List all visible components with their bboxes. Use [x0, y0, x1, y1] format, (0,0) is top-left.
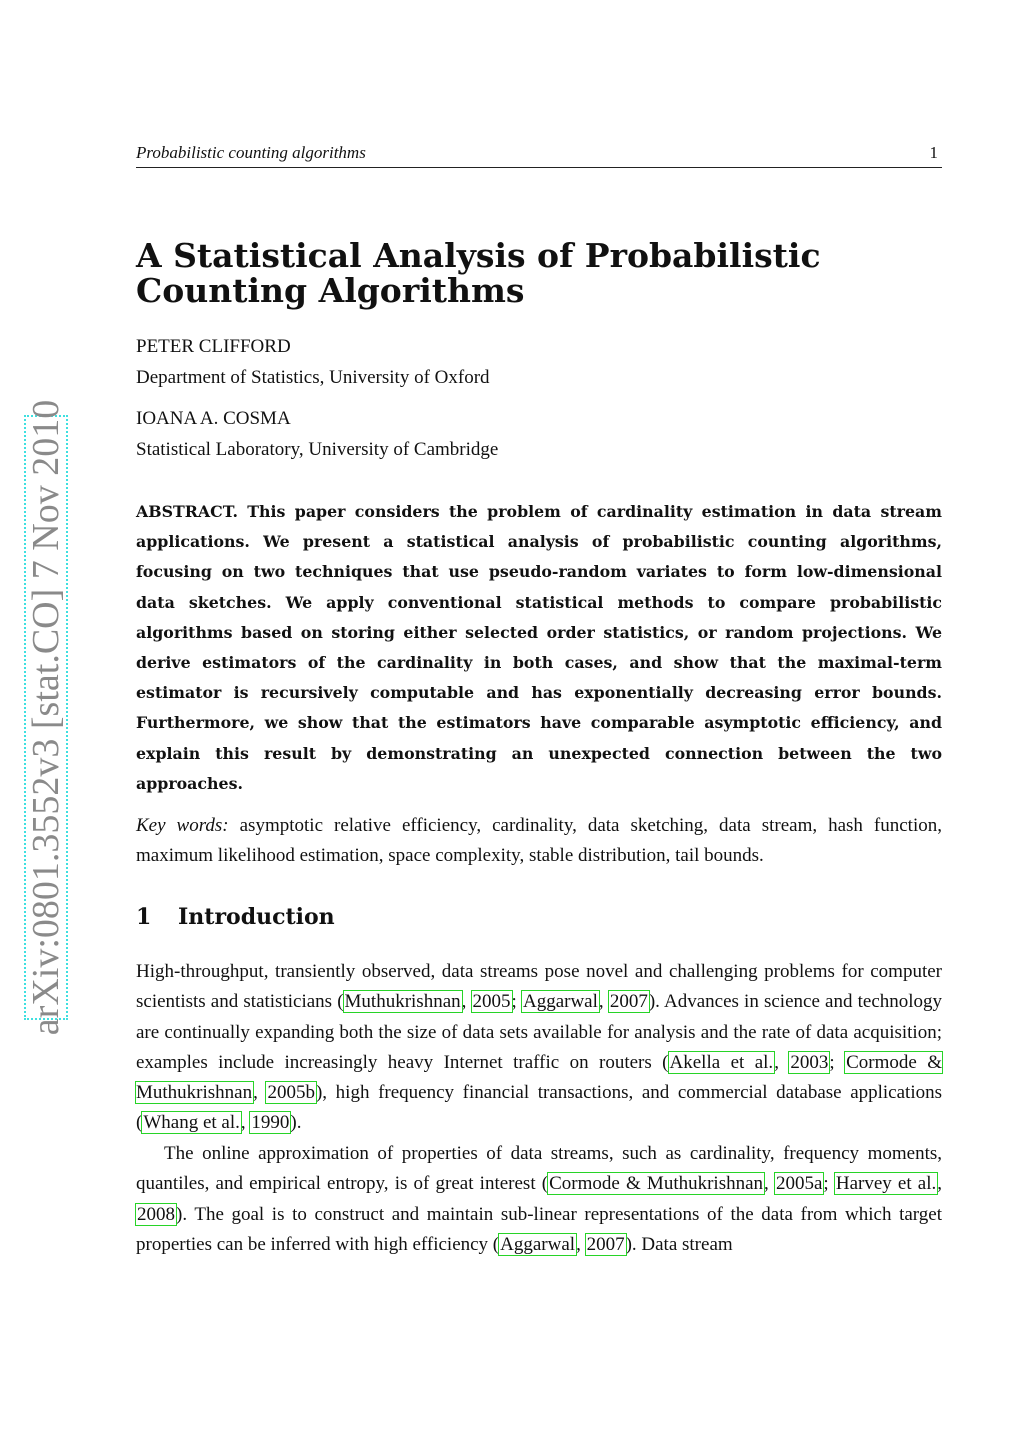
paragraph-text: ). Advances in science and technology are continually expanding both the size of data sets available for analysis and the rate of data acquisition; examples include increasingly heavy Internet traffic on routers (: [136, 991, 943, 1073]
citation-link[interactable]: 2005b: [267, 1082, 315, 1104]
citation-link[interactable]: 2005a: [775, 1173, 823, 1195]
citation-link[interactable]: Harvey et al.: [835, 1173, 937, 1195]
title-line-2: Counting Algorithms: [136, 271, 525, 310]
citation-link[interactable]: 2005: [472, 991, 511, 1013]
citation-link[interactable]: Akella et al.: [669, 1051, 774, 1073]
paper-title: [136, 238, 896, 308]
paragraph-text: High-throughput, transiently observed, data streams pose novel and challenging problems for computer scientists and statisticians (: [136, 961, 942, 1013]
citation-separator: ,: [937, 1173, 943, 1195]
keywords: [136, 811, 942, 871]
citation-link[interactable]: 2007: [609, 991, 648, 1013]
citation-separator: ;: [823, 1173, 835, 1195]
arxiv-identifier-stamp: arXiv:0801.3552v3 [stat.CO] 7 Nov 2010: [25, 399, 67, 1036]
section-heading: [136, 904, 335, 930]
citation-link[interactable]: Cormode & Muthukrishnan: [549, 1173, 764, 1195]
running-title: Probabilistic counting algorithms: [136, 143, 366, 162]
paragraph-text: The online approximation of properties of data streams, such as cardinality, frequency moments, quantiles, and empirical entropy, is of great interest (: [136, 1143, 942, 1195]
citation-separator: ,: [461, 991, 472, 1013]
citation-separator: ;: [511, 991, 522, 1013]
citation-link[interactable]: 2007: [586, 1233, 625, 1255]
citation-link[interactable]: 1990: [251, 1112, 290, 1134]
citation-link[interactable]: Aggarwal: [500, 1233, 576, 1255]
citation-separator: ,: [576, 1233, 586, 1255]
abstract: [136, 497, 942, 799]
author-affiliation: Statistical Laboratory, University of Cambridge: [136, 439, 499, 460]
citation-separator: ,: [598, 991, 609, 1013]
citation-link[interactable]: Cormode & Muthukrishnan: [136, 1051, 942, 1104]
abstract-text: This paper considers the problem of cardinality estimation in data stream applications. We present a statistical analysis of probabilistic counting algorithms, focusing on two techniques that use pseudo-random variates to form low-dimensional data sketches. We apply conventional statistical methods to compare probabilistic algorithms based on storing either selected order statistics, or random projections. We derive estimators of the cardinality in both cases, and show that the maximal-term estimator is recursively computable and has exponentially decreasing error bounds. Furthermore, we show that the estimators have comparable asymptotic efficiency, and explain this result by demonstrating an unexpected connection between the two approaches.: [136, 502, 942, 793]
running-header: [136, 143, 942, 168]
intro-paragraph-1: [136, 957, 942, 1139]
keywords-label: Key words:: [136, 815, 229, 836]
page-number: 1: [929, 143, 938, 162]
paragraph-text: ).: [290, 1112, 302, 1134]
citation-separator: ;: [829, 1051, 846, 1073]
citation-separator: ,: [240, 1112, 251, 1134]
citation-separator: ,: [253, 1082, 267, 1104]
keywords-text: asymptotic relative efficiency, cardinality, data sketching, data stream, hash function, maximum likelihood estimation, space complexity, stable distribution, tail bounds.: [136, 815, 942, 866]
abstract-label: ABSTRACT.: [136, 502, 238, 521]
paragraph-text: ). Data stream: [625, 1233, 733, 1255]
section-number: 1: [136, 904, 152, 930]
paragraph-text: ), high frequency financial transactions, and commercial database applications (: [136, 1082, 942, 1134]
citation-link[interactable]: 2008: [137, 1203, 175, 1225]
citation-link[interactable]: Muthukrishnan: [344, 991, 461, 1013]
author-name: IOANA A. COSMA: [136, 408, 291, 429]
citation-separator: ,: [774, 1051, 790, 1073]
intro-paragraph-2: [136, 1139, 942, 1260]
citation-link[interactable]: Whang et al.: [143, 1112, 240, 1134]
citation-separator: ,: [764, 1173, 775, 1195]
citation-link[interactable]: Aggarwal: [522, 991, 598, 1013]
paragraph-text: ). The goal is to construct and maintain sub-linear representations of the data from which target properties can be inferred with high efficiency (: [136, 1203, 942, 1255]
author-name: PETER CLIFFORD: [136, 336, 291, 357]
citation-link[interactable]: 2003: [790, 1051, 829, 1073]
title-line-1: A Statistical Analysis of Probabilistic: [136, 236, 821, 275]
author-affiliation: Department of Statistics, University of Oxford: [136, 367, 490, 388]
section-title: Introduction: [178, 904, 335, 930]
